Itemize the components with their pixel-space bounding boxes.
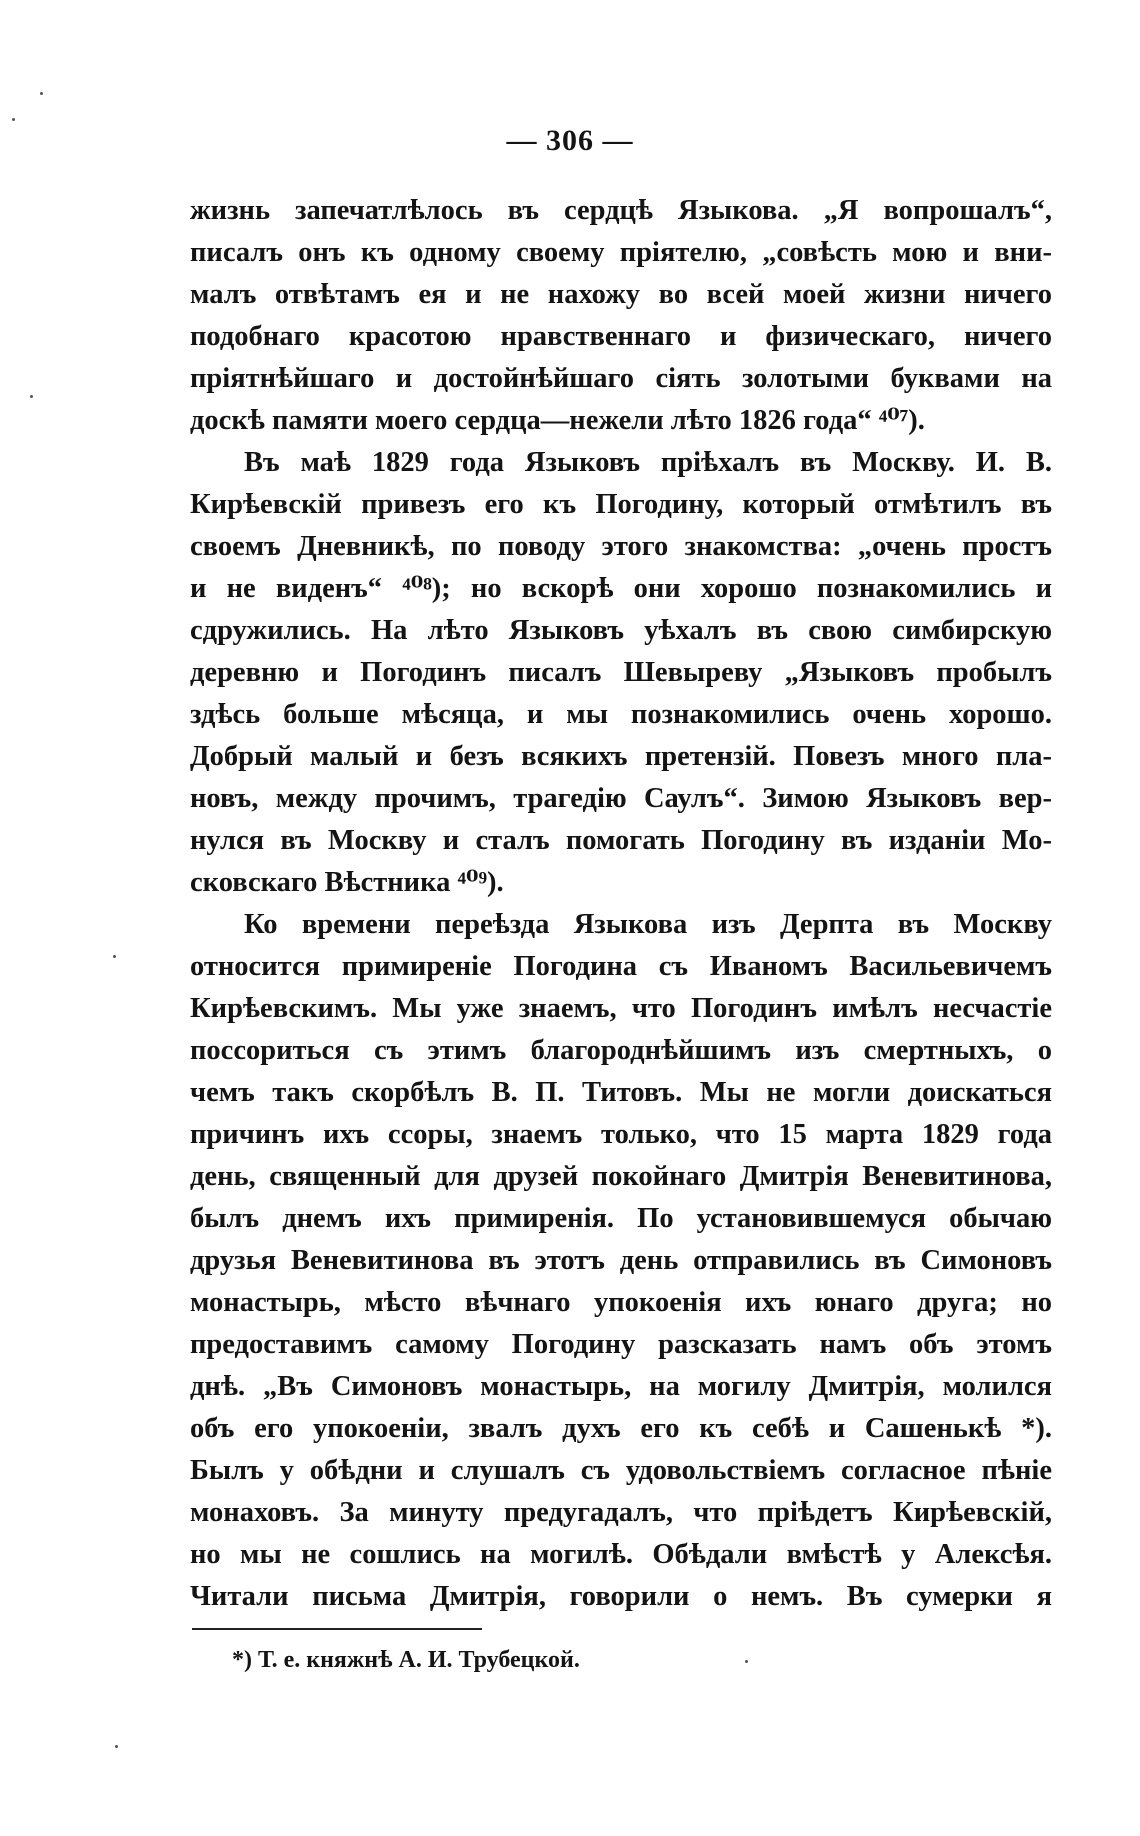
- text-line: Читали письма Дмитрія, говорили о немъ. Въ сумерки я: [190, 1581, 1052, 1612]
- scan-speck: [40, 92, 43, 95]
- text-line: Кирѣевскимъ. Мы уже знаемъ, что Погодинъ имѣлъ несчастіе: [190, 993, 1052, 1024]
- footnote-divider: [192, 1628, 482, 1630]
- text-line: относится примиреніе Погодина съ Иваномъ Васильевичемъ: [190, 951, 1052, 982]
- text-line: предоставимъ самому Погодину разсказать намъ объ этомъ: [190, 1329, 1052, 1360]
- text-line: объ его упокоеніи, звалъ духъ его къ себѣ и Сашенькѣ *).: [190, 1413, 1052, 1444]
- text-line: своемъ Дневникѣ, по поводу этого знакомства: „очень простъ: [190, 531, 1052, 562]
- scan-speck: [115, 1745, 118, 1748]
- text-line: доскѣ памяти моего сердца—нежели лѣто 1826 года“ ⁴⁰⁷).: [190, 405, 925, 436]
- text-line: сдружились. На лѣто Языковъ уѣхалъ въ свою симбирскую: [190, 615, 1052, 646]
- text-line: писалъ онъ къ одному своему пріятелю, „совѣсть мою и вни-: [190, 237, 1052, 268]
- footnote: *) Т. е. княжнѣ А. И. Трубецкой.: [232, 1647, 580, 1673]
- text-line: деревню и Погодинъ писалъ Шевыреву „Языковъ пробылъ: [190, 657, 1052, 688]
- text-line: причинъ ихъ ссоры, знаемъ только, что 15 марта 1829 года: [190, 1119, 1052, 1150]
- text-line: подобнаго красотою нравственнаго и физическаго, ничего: [190, 321, 1052, 352]
- text-line: и не виденъ“ ⁴⁰⁸); но вскорѣ они хорошо познакомились и: [190, 573, 1052, 604]
- page-number: — 306 —: [506, 124, 634, 157]
- text-line: Въ маѣ 1829 года Языковъ пріѣхалъ въ Москву. И. В.: [244, 447, 1052, 478]
- scan-speck: [12, 118, 15, 121]
- text-line: день, священный для друзей покойнаго Дмитрія Веневитинова,: [190, 1161, 1052, 1192]
- text-line: Ко времени переѣзда Языкова изъ Дерпта въ Москву: [244, 909, 1052, 940]
- body-text: [190, 190, 1052, 1618]
- text-line: днѣ. „Въ Симоновъ монастырь, на могилу Дмитрія, молился: [190, 1371, 1052, 1402]
- text-line: монаховъ. За минуту предугадалъ, что пріѣдетъ Кирѣевскій,: [190, 1497, 1052, 1528]
- text-line: монастырь, мѣсто вѣчнаго упокоенія ихъ юнаго друга; но: [190, 1287, 1052, 1318]
- text-line: малъ отвѣтамъ ея и не нахожу во всей моей жизни ничего: [190, 279, 1052, 310]
- text-line: поссориться съ этимъ благороднѣйшимъ изъ смертныхъ, о: [190, 1035, 1052, 1066]
- text-line: Кирѣевскій привезъ его къ Погодину, который отмѣтилъ въ: [190, 489, 1052, 520]
- scan-speck: [745, 1660, 748, 1663]
- text-line: нулся въ Москву и сталъ помогать Погодину въ изданіи Мо-: [190, 825, 1052, 856]
- scan-speck: [30, 395, 33, 398]
- text-line: пріятнѣйшаго и достойнѣйшаго сіять золотыми буквами на: [190, 363, 1052, 394]
- text-line: Добрый малый и безъ всякихъ претензій. Повезъ много пла-: [190, 741, 1052, 772]
- text-line: жизнь запечатлѣлось въ сердцѣ Языкова. „Я вопрошалъ“,: [190, 195, 1052, 226]
- text-line: друзья Веневитинова въ этотъ день отправились въ Симоновъ: [190, 1245, 1052, 1276]
- text-line: новъ, между прочимъ, трагедію Саулъ“. Зимою Языковъ вер-: [190, 783, 1052, 814]
- text-line: Былъ у обѣдни и слушалъ съ удовольствіемъ согласное пѣніе: [190, 1455, 1052, 1486]
- text-line: былъ днемъ ихъ примиренія. По установившемуся обычаю: [190, 1203, 1052, 1234]
- text-line: чемъ такъ скорбѣлъ В. П. Титовъ. Мы не могли доискаться: [190, 1077, 1052, 1108]
- text-line: сковскаго Вѣстника ⁴⁰⁹).: [190, 867, 504, 898]
- text-line: но мы не сошлись на могилѣ. Обѣдали вмѣстѣ у Алексѣя.: [190, 1539, 1052, 1570]
- text-line: здѣсь больше мѣсяца, и мы познакомились очень хорошо.: [190, 699, 1052, 730]
- scan-speck: [113, 955, 116, 958]
